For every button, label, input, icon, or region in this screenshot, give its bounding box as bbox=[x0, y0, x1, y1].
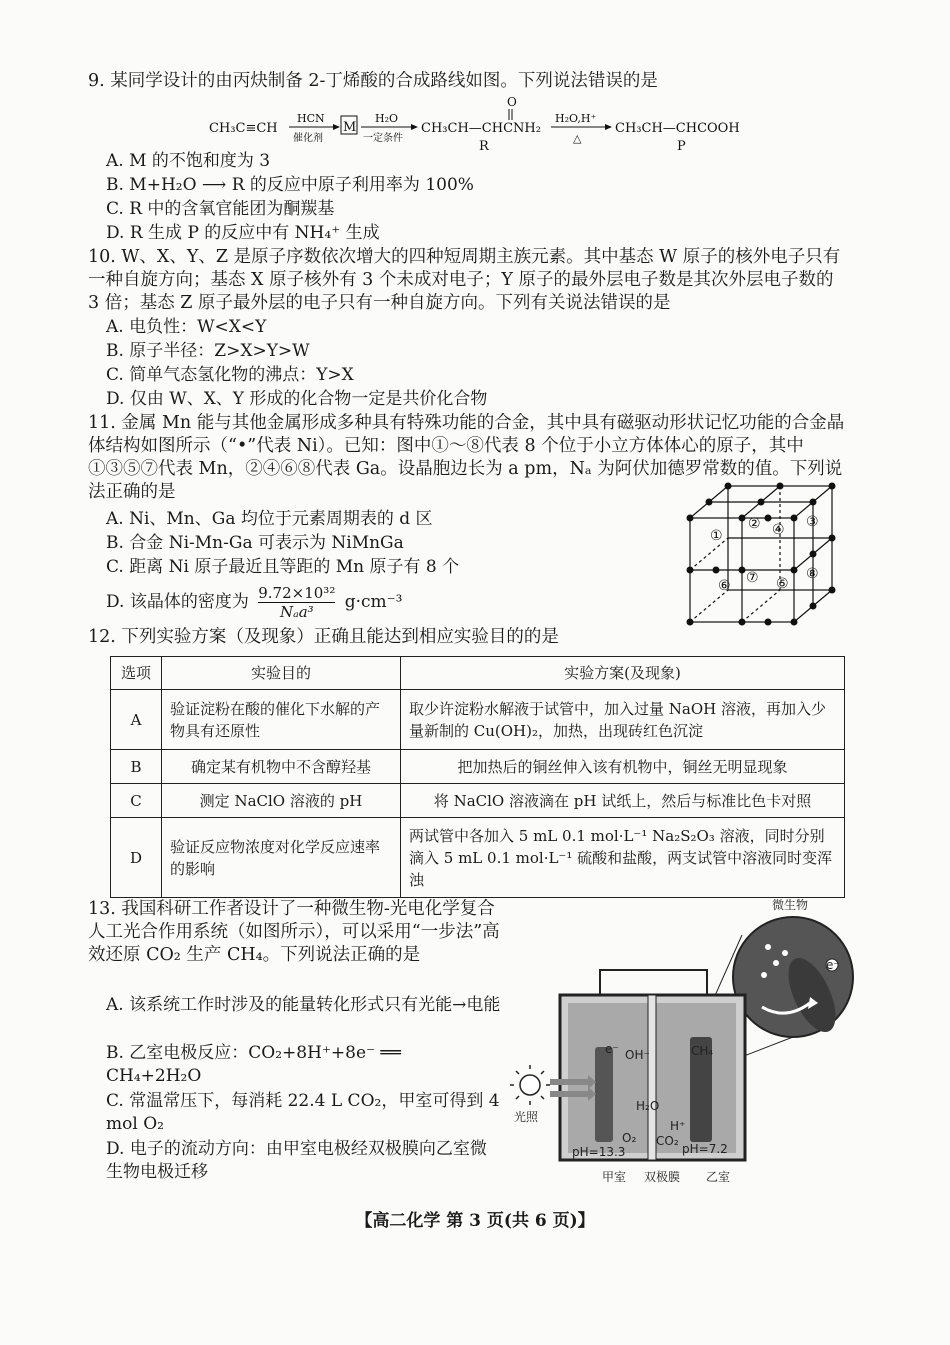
q10-option-d: D. 仅由 W、X、Y 形成的化合物一定是共价化合物 bbox=[106, 389, 488, 409]
route-p-label: P bbox=[677, 139, 686, 154]
q11-option-a: A. Ni、Mn、Ga 均位于元素周期表的 d 区 bbox=[106, 509, 433, 529]
row-a-plan: 取少许淀粉水解液于试管中，加入过量 NaOH 溶液，再加入少量新制的 Cu(OH)₂，加热，出现砖红色沉淀 bbox=[401, 690, 845, 750]
route-r-formula: CH₃CH—CHCNH₂ bbox=[421, 121, 541, 136]
route-reagent3-top: H₂O,H⁺ bbox=[555, 112, 597, 125]
q10-stem: 10. W、X、Y、Z 是原子序数依次增大的四种短周期主族元素。其中基态 W 原子的核外电子只有一种自旋方向；基态 X 原子核外有 3 个未成对电子；Y 原子的最外层电子数是其次外层电子数的 3 倍；基态 Z 原子最外层的电子只有一种自旋方向。下列有关说法错误的是 bbox=[88, 247, 841, 313]
q9-stem: 9. 某同学设计的由丙炔制备 2-丁烯酸的合成路线如图。下列说法错误的是 bbox=[88, 71, 658, 91]
route-r-oxygen: O bbox=[507, 95, 517, 109]
q11-option-d bbox=[106, 584, 666, 621]
header-goal: 实验目的 bbox=[162, 657, 401, 690]
q11-option-d-prefix: D. 该晶体的密度为 bbox=[106, 592, 249, 612]
fig-room-b: 乙室 bbox=[706, 1170, 731, 1184]
route-r-label: R bbox=[479, 139, 489, 154]
route-p-formula: CH₃CH—CHCOOH bbox=[615, 121, 740, 136]
row-c-plan: 将 NaClO 溶液滴在 pH 试纸上，然后与标准比色卡对照 bbox=[401, 784, 845, 818]
route-reagent1-bottom: 催化剂 bbox=[293, 133, 323, 144]
table-row bbox=[111, 818, 845, 898]
fig-h-plus: H⁺ bbox=[670, 1119, 686, 1133]
cube-label-8: ⑧ bbox=[806, 566, 819, 582]
density-unit: g·cm⁻³ bbox=[344, 592, 403, 612]
row-b-option: B bbox=[111, 750, 162, 784]
cube-label-3: ③ bbox=[806, 514, 819, 530]
table-row bbox=[111, 690, 845, 750]
q9-synthesis-route bbox=[205, 94, 765, 154]
table-header-row bbox=[111, 657, 845, 690]
fig-ph-b: pH=7.2 bbox=[682, 1142, 728, 1156]
fig-oh-minus: OH⁻ bbox=[625, 1048, 650, 1062]
cube-label-1: ① bbox=[710, 528, 723, 544]
row-c-option: C bbox=[111, 784, 162, 818]
q13-option-a: A. 该系统工作时涉及的能量转化形式只有光能→电能 bbox=[106, 995, 501, 1015]
density-numerator: 9.72×10³² bbox=[258, 584, 336, 602]
photoelectrochemical-cell-diagram bbox=[510, 895, 855, 1195]
fig-o2: O₂ bbox=[622, 1131, 637, 1145]
cube-label-6: ⑥ bbox=[718, 578, 731, 594]
route-reagent2-top: H₂O bbox=[375, 112, 399, 125]
route-start: CH₃C≡CH bbox=[209, 121, 278, 136]
row-d-option: D bbox=[111, 818, 162, 898]
q10-option-b: B. 原子半径：Z>X>Y>W bbox=[106, 341, 310, 361]
q9-option-d: D. R 生成 P 的反应中有 NH₄⁺ 生成 bbox=[106, 223, 380, 243]
row-c-goal: 测定 NaClO 溶液的 pH bbox=[162, 784, 401, 818]
fig-e-minus-2: e⁻ bbox=[826, 958, 840, 972]
row-a-goal: 验证淀粉在酸的催化下水解的产物具有还原性 bbox=[162, 690, 401, 750]
header-option: 选项 bbox=[111, 657, 162, 690]
fig-ch4: CH₄ bbox=[691, 1044, 714, 1058]
fig-h2o: H₂O bbox=[636, 1099, 660, 1113]
fig-light-label: 光照 bbox=[514, 1110, 539, 1124]
q12-stem: 12. 下列实验方案（及现象）正确且能达到相应实验目的的是 bbox=[88, 627, 559, 647]
cube-label-4: ④ bbox=[772, 522, 785, 538]
row-d-plan: 两试管中各加入 5 mL 0.1 mol·L⁻¹ Na₂S₂O₃ 溶液，同时分别滴入 5 mL 0.1 mol·L⁻¹ 硫酸和盐酸，两支试管中溶液同时变浑浊 bbox=[401, 818, 845, 898]
q11-option-b: B. 合金 Ni-Mn-Ga 可表示为 NiMnGa bbox=[106, 533, 404, 553]
q13-option-b: B. 乙室电极反应：CO₂+8H⁺+8e⁻ ══ CH₄+2H₂O bbox=[106, 1043, 401, 1086]
cube-label-7: ⑦ bbox=[746, 570, 759, 586]
cube-label-5: ⑤ bbox=[776, 576, 789, 592]
row-a-option: A bbox=[111, 690, 162, 750]
q13-option-c: C. 常温常压下，每消耗 22.4 L CO₂，甲室可得到 4 mol O₂ bbox=[106, 1091, 500, 1134]
experiment-table bbox=[110, 656, 845, 898]
q10-option-c: C. 简单气态氢化物的沸点：Y>X bbox=[106, 365, 354, 385]
row-d-goal: 验证反应物浓度对化学反应速率的影响 bbox=[162, 818, 401, 898]
cube-label-2: ② bbox=[748, 516, 761, 532]
q11-option-c: C. 距离 Ni 原子最近且等距的 Mn 原子有 8 个 bbox=[106, 557, 460, 577]
page-footer: 【高二化学 第 3 页(共 6 页)】 bbox=[355, 1211, 595, 1231]
table-row bbox=[111, 750, 845, 784]
q9-option-b: B. M+H₂O ⟶ R 的反应中原子利用率为 100% bbox=[106, 175, 474, 195]
route-reagent2-bottom: 一定条件 bbox=[363, 133, 403, 144]
row-b-plan: 把加热后的铜丝伸入该有机物中，铜丝无明显现象 bbox=[401, 750, 845, 784]
q10-option-a: A. 电负性：W<X<Y bbox=[106, 317, 267, 337]
route-reagent1-top: HCN bbox=[297, 112, 325, 125]
header-plan: 实验方案(及现象) bbox=[401, 657, 845, 690]
row-b-goal: 确定某有机物中不含醇羟基 bbox=[162, 750, 401, 784]
density-fraction bbox=[258, 584, 335, 621]
fig-co2: CO₂ bbox=[656, 1134, 679, 1148]
fig-ph-a: pH=13.3 bbox=[572, 1145, 626, 1159]
fig-membrane: 双极膜 bbox=[644, 1170, 681, 1184]
density-denominator: Nₐa³ bbox=[279, 603, 314, 621]
crystal-cell-diagram bbox=[682, 478, 842, 636]
q11-stem: 11. 金属 Mn 能与其他金属形成多种具有特殊功能的合金，其中具有磁驱动形状记忆功能的合金晶体结构如图所示（“•”代表 Ni）。已知：图中①～⑧代表 8 个位于小立方体体心的原子，其中①③⑤⑦代表 Mn，②④⑥⑧代表 Ga。设晶胞边长为 a pm，Nₐ 为阿伏加德罗常数的值。下列说法正确的是 bbox=[88, 413, 845, 502]
fig-microbe-label: 微生物 bbox=[772, 898, 809, 912]
table-row bbox=[111, 784, 845, 818]
fig-e-minus: e⁻ bbox=[605, 1042, 619, 1056]
route-intermediate-m: M bbox=[343, 120, 357, 135]
q13-option-d: D. 电子的流动方向：由甲室电极经双极膜向乙室微生物电极迁移 bbox=[106, 1139, 487, 1182]
q9-option-a: A. M 的不饱和度为 3 bbox=[106, 151, 271, 171]
q9-option-c: C. R 中的含氧官能团为酮羰基 bbox=[106, 199, 335, 219]
route-reagent3-bottom: △ bbox=[573, 132, 582, 145]
q13-stem: 13. 我国科研工作者设计了一种微生物-光电化学复合人工光合作用系统（如图所示），可以采用“一步法”高效还原 CO₂ 生产 CH₄。下列说法正确的是 bbox=[88, 899, 500, 965]
fig-room-a: 甲室 bbox=[602, 1170, 627, 1184]
